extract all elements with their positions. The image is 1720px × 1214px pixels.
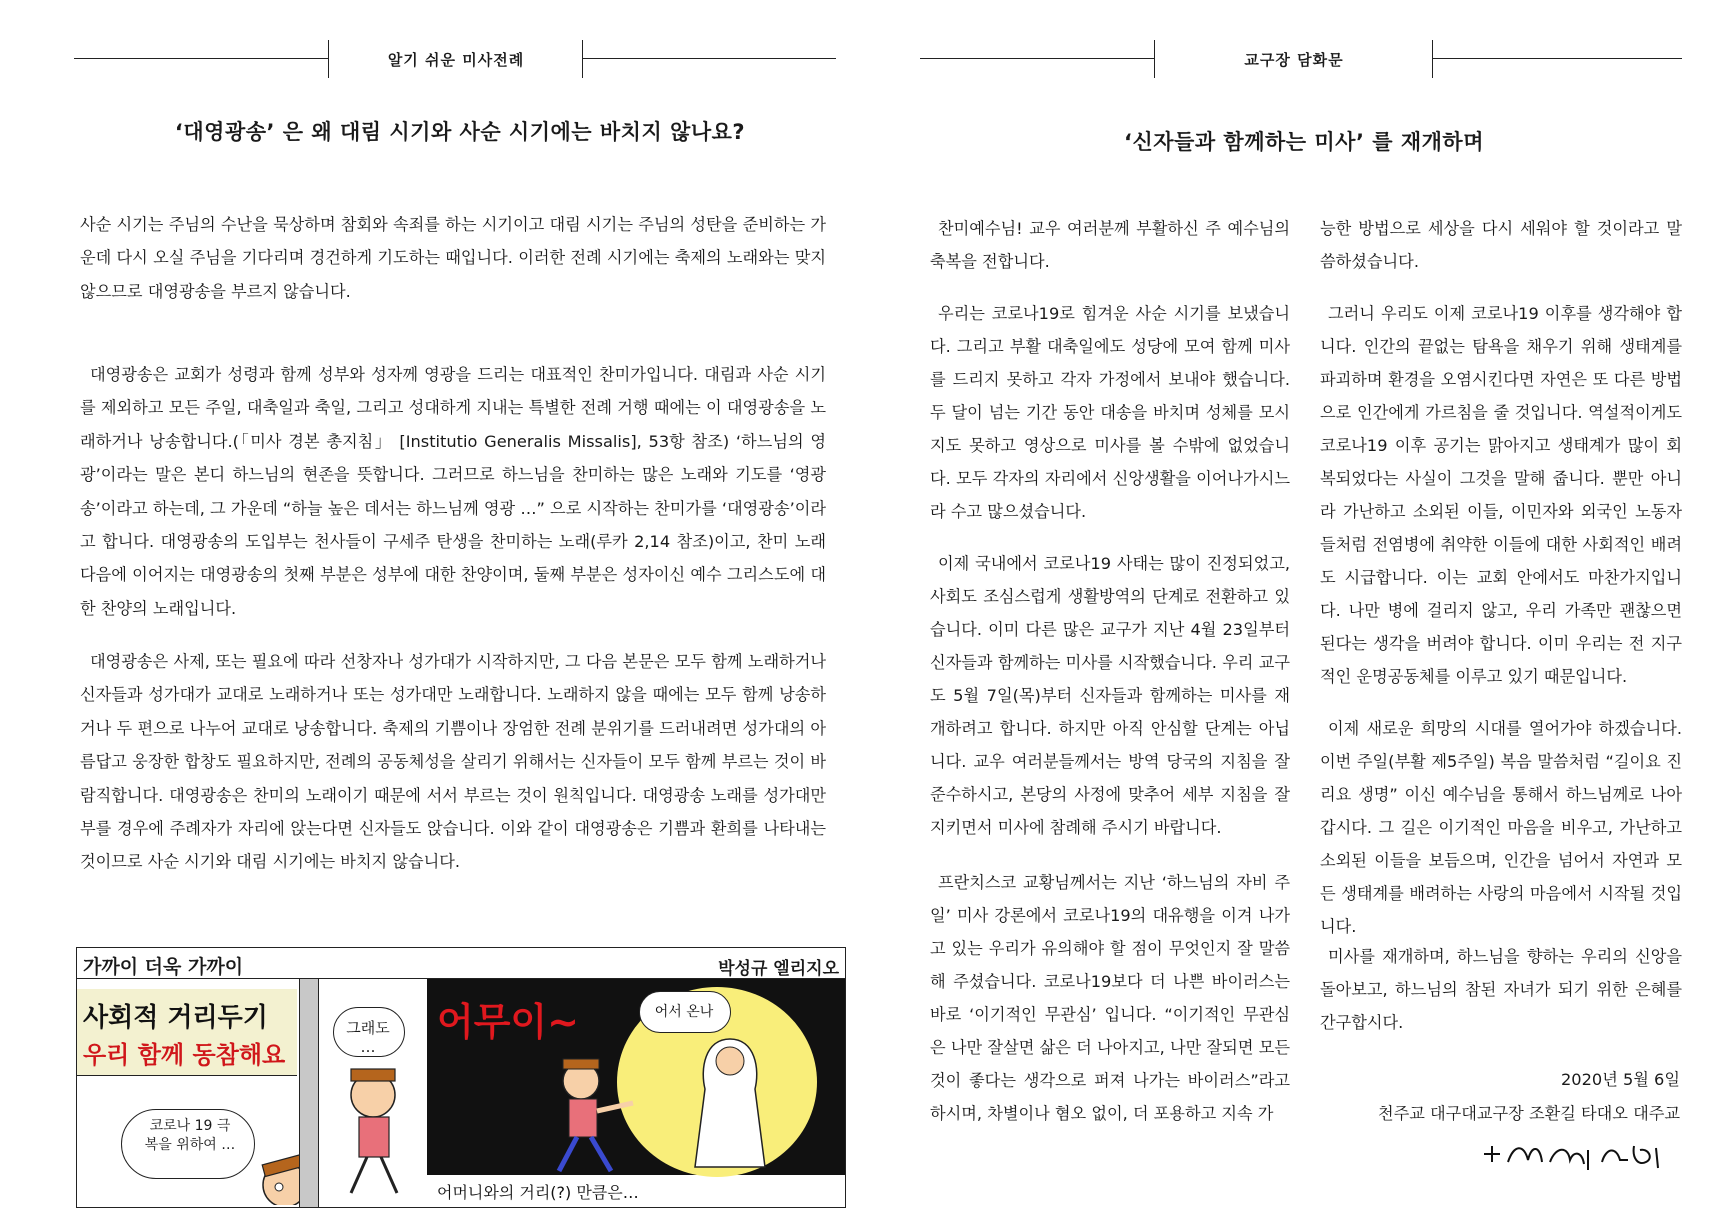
message-col1-paragraph-1: 찬미예수님! 교우 여러분께 부활하신 주 예수님의 축복을 전합니다. [930, 219, 1290, 271]
sign-text-1: 사회적 거리두기 [83, 1003, 268, 1033]
message-col2-paragraph-1: 능한 방법으로 세상을 다시 세워야 할 것이라고 말씀하셨습니다. [1320, 219, 1682, 271]
sign-text-2: 우리 함께 동참해요 [83, 1041, 286, 1069]
message-col2-paragraph-3: 이제 새로운 희망의 시대를 열어가야 하겠습니다. 이번 주일(부활 제5주일) 복음 말씀처럼 “길이요 진리요 생명” 이신 예수님을 통해서 하느님께로 나아갑시다. 그 길은 이기적인 마음을 비우고, 가난하고 소외된 이들을 보듬으며, 인간을 넘어서 자연과 모든 생태계를 배려하는 사랑의 마음에서 시작될 것입니다. [1320, 719, 1682, 936]
cartoon-caption: 어머니와의 거리(?) 만큼은… [437, 1183, 639, 1202]
article-title: ‘대영광송’ 은 왜 대림 시기와 사순 시기에는 바치지 않나요? [174, 120, 746, 144]
son-figure [533, 1055, 643, 1175]
section-label: 알기 쉬운 미사전례 [387, 51, 525, 69]
message-col2-paragraph-4: 미사를 재개하며, 하느님을 향하는 우리의 신앙을 돌아보고, 하느님의 참된 자녀가 되기 위한 은혜를 간구합시다. [1320, 947, 1682, 1032]
shout-text: 어무이~ [437, 1000, 579, 1044]
header-rule-left [920, 58, 1154, 59]
header-tick-left [328, 40, 329, 78]
bubble-text-still: 그래도 … [346, 1019, 390, 1056]
bubble-text-corona: 코로나 19 극복을 위하여 … [144, 1118, 236, 1153]
header-tick-left [1154, 40, 1155, 78]
message-col1-paragraph-2: 우리는 코로나19로 힘겨운 사순 시기를 보냈습니다. 그리고 부활 대축일에도 성당에 모여 함께 미사를 드리지 못하고 각자 가정에서 보내야 했습니다. 두 달이 넘는 기간 동안 대송을 바치며 성체를 모시지도 못하고 영상으로 미사를 볼 수밖에 없었습니다. 모두 각자의 자리에서 신앙생활을 이어나가시느라 수고 많으셨습니다. [930, 304, 1290, 521]
header-tick-right [1432, 40, 1433, 78]
bubble-text-come: 어서 온나 [654, 1004, 714, 1020]
panel-gutter [299, 979, 319, 1207]
cartoon-author: 박성규 엘리지오 [718, 959, 839, 979]
article-paragraph-3: 대영광송은 사제, 또는 필요에 따라 선창자나 성가대가 시작하지만, 그 다음 본문은 모두 함께 노래하거나 신자들과 성가대가 교대로 노래하거나 또는 성가대만 노래합니다. 노래하지 않을 때에는 모두 함께 낭송하거나 두 편으로 나누어 교대로 낭송합니다. 축제의 기쁨이나 장엄한 전례 분위기를 드러내려면 성가대의 아름답고 웅장한 합창도 필요하지만, 전례의 공동체성을 살리기 위해서는 신자들이 모두 함께 부르는 것이 바람직합니다. 대영광송은 찬미의 노래이기 때문에 서서 부르는 것이 원칙입니다. 대영광송 노래를 성가대만 부를 경우에 주례자가 자리에 앉는다면 신자들도 앉습니다. 이와 같이 대영광송은 기쁨과 환희를 나타내는 것이므로 사순 시기와 대림 시기에는 바치지 않습니다. [80, 652, 826, 872]
cartoon-strip [76, 947, 846, 1208]
right-section-header [920, 40, 1682, 78]
header-rule-right [582, 58, 836, 59]
message-col1-paragraph-4: 프란치스코 교황님께서는 지난 ‘하느님의 자비 주일’ 미사 강론에서 코로나19의 대유행을 이겨 나가고 있는 우리가 유의해야 할 점이 무엇인지 잘 말씀해 주셨습니다. 코로나19보다 더 나쁜 바이러스는 바로 ‘이기적인 무관심’ 입니다. “이기적인 무관심은 나만 잘살면 삶은 더 나아지고, 나만 잘되면 모든 것이 좋다는 생각으로 퍼져 나가는 바이러스”라고 하시며, 차별이나 혐오 없이, 더 포용하고 지속 가 [930, 873, 1290, 1123]
header-rule-left [74, 58, 328, 59]
article-paragraph-1: 사순 시기는 주님의 수난을 묵상하며 참회와 속죄를 하는 시기이고 대림 시기는 주님의 성탄을 준비하는 가운데 다시 오실 주님을 기다리며 경건하게 기도하는 때입니다. 이러한 전례 시기에는 축제의 노래와는 맞지 않으므로 대영광송을 부르지 않습니다. [80, 215, 826, 301]
message-date: 2020년 5월 6일 [1561, 1070, 1680, 1089]
article-paragraph-2: 대영광송은 교회가 성령과 함께 성부와 성자께 영광을 드리는 대표적인 찬미가입니다. 대림과 사순 시기를 제외하고 모든 주일, 대축일과 축일, 그리고 성대하게 지내는 특별한 전례 거행 때에는 이 대영광송을 노래하거나 낭송합니다.(「미사 경본 총지침」 [Institutio Generalis Missalis], 53항 참조) ‘하느님의 영광’이라는 말은 본디 하느님의 현존을 뜻합니다. 그러므로 하느님을 찬미하는 많은 노래와 기도를 ‘영광송’이라고 하는데, 그 가운데 “하늘 높은 데서는 하느님께 영광 …” 으로 시작하는 찬미가를 ‘대영광송’이라고 합니다. 대영광송의 도입부는 천사들이 구세주 탄생을 찬미하는 노래(루카 2,14 참조)이고, 찬미 노래 다음에 이어지는 대영광송의 첫째 부분은 성부에 대한 찬양이며, 둘째 부분은 성자이신 예수 그리스도에 대한 찬양의 노래입니다. [80, 365, 826, 618]
message-sender: 천주교 대구대교구장 조환길 타대오 대주교 [1377, 1104, 1680, 1123]
cartoon-panel-1 [77, 979, 299, 1207]
header-tick-right [582, 40, 583, 78]
message-col1-paragraph-3: 이제 국내에서 코로나19 사태는 많이 진정되었고, 사회도 조심스럽게 생활방역의 단계로 전환하고 있습니다. 이미 다른 많은 교구가 지난 4월 23일부터 신자들과 함께하는 미사를 시작했습니다. 우리 교구도 5월 7일(목)부터 신자들과 함께하는 미사를 재개하려고 합니다. 하지만 아직 안심할 단계는 아닙니다. 교우 여러분들께서는 방역 당국의 지침을 잘 준수하시고, 본당의 사정에 맞추어 세부 지침을 잘 지키면서 미사에 참례해 주시기 바랍니다. [930, 554, 1290, 837]
left-section-header [74, 40, 836, 78]
mother-figure [685, 1029, 775, 1169]
cartoon-panel-3 [427, 979, 845, 1175]
header-rule-right [1432, 58, 1682, 59]
message-col2-paragraph-2: 그러니 우리도 이제 코로나19 이후를 생각해야 합니다. 인간의 끝없는 탐욕을 채우기 위해 생태계를 파괴하며 환경을 오염시킨다면 자연은 또 다른 방법으로 인간에게 가르침을 줄 것입니다. 역설적이게도 코로나19 이후 공기는 맑아지고 생태계가 많이 회복되었다는 사실이 그것을 말해 줍니다. 뿐만 아니라 가난하고 소외된 이들, 이민자와 외국인 노동자들처럼 전염병에 취약한 이들에 대한 사회적인 배려도 시급합니다. 이는 교회 안에서도 마찬가지입니다. 나만 병에 걸리지 않고, 우리 가족만 괜찮으면 된다는 생각을 버려야 합니다. 이미 우리는 전 지구적인 운명공동체를 이루고 있기 때문입니다. [1320, 304, 1682, 686]
handwritten-signature [1478, 1132, 1678, 1178]
cartoon-panel-2 [319, 979, 425, 1207]
section-label: 교구장 담화문 [1244, 51, 1344, 69]
character-running [321, 1065, 421, 1205]
cartoon-series-title: 가까이 더욱 가까이 [83, 956, 244, 978]
message-title: ‘신자들과 함께하는 미사’ 를 재개하며 [1124, 130, 1484, 154]
